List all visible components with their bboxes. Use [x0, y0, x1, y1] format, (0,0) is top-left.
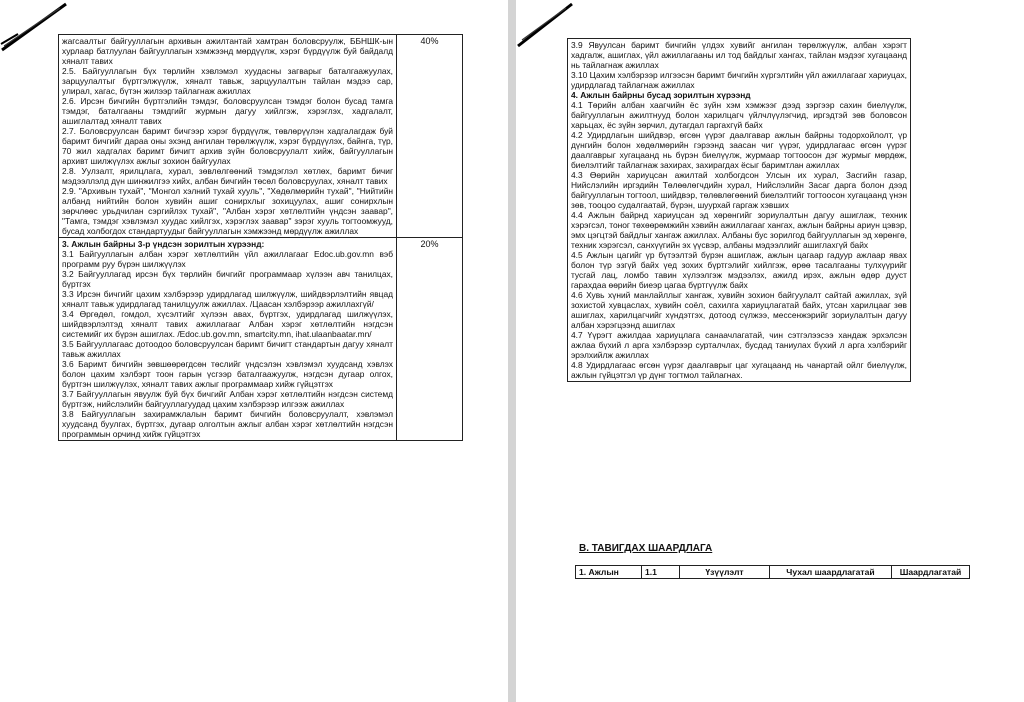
task-line: 2.9. "Архивын тухай", "Монгол хэлний тухай хууль", "Хөдөлмөрийн тухай", "Нийтийн албанд нийтийн болон хувийн ашиг сонирхлыг зохицуулах, ашиг сонирхлын зөрчлөөс урьдчилан сэргийлэх тухай", "Албан хэрэг хөтлөлтийн үндсэн заавар", "Тамга, тэмдэг хэвлэмэл хуудас хийлгэх, хэрэглэх заавар" зэрэг хууль тогтоомжууд, бусад холбогдох стандартуудыг байгууллагын хэмжээнд мөрдүүлж ажиллах — [62, 186, 393, 236]
requirements-table — [575, 565, 970, 579]
task-cell — [568, 39, 911, 382]
requirements-header-cell: Шаардлагатай — [892, 566, 970, 579]
task-line: 3.4 Өргөдөл, гомдол, хүсэлтийг хүлээн авах, бүртгэх, удирдлагад шилжүүлэх, шийдвэрлэлтэд хяналт тавих ажиллагааг Албан хэрэг хөтлөлтийн нэгдсэн системийг их бүрэн ашиглах. /Edoc.ub.gov.mn, smartcity.mn, ihat.ulaanbaatar.mn/ — [62, 309, 393, 339]
task-line: 3.1 Байгууллагын албан хэрэг хөтлөлтийн үйл ажиллагааг Edoc.ub.gov.mn вэб программ руу бүрэн шилжүүлэх — [62, 249, 393, 269]
task-cell — [59, 35, 397, 238]
task-line: 3.5 Байгууллагаас дотоодоо боловсруулсан баримт бичигт стандартын дагуу хяналт тавьж ажиллах — [62, 339, 393, 359]
left-document-table — [58, 34, 463, 441]
task-line: 4.1 Төрийн албан хаагчийн ёс зүйн хэм хэмжээг дээд зэргээр сахин биелүүлж, байгууллагын ажилтнууд болон харилцагч үйлчлүүлэгчид, иргэдтэй зөв боловсон харьцах, ёс зүйн зөрчил, дутагдал гаргахгүй байх — [571, 100, 907, 130]
task-line: 4.2 Удирдлагын шийдвэр, өгсөн үүрэг даалгавар ажлын байрны тодорхойлолт, үр дүнгийн болон хөдөлмөрийн гэрээнд заасан чиг үүрэг, удирдлагаас өгсөн үүрэг даалгаврыг хугацаанд нь бүрэн биелүүлж, журмаар тогтоосон дэг журмыг мөрдөж, биелэлтийг тайлагнаж захирах, захирагдах ёсыг баримтлан ажиллах — [571, 130, 907, 170]
page-gutter — [508, 0, 516, 702]
section-heading: 4. Ажлын байрны бусад зорилтын хүрээнд — [571, 90, 751, 100]
task-line: 3.9 Явуулсан баримт бичгийн үлдэх хувийг ангилан төрөлжүүлж, албан хэрэгт хадгалж, ашиглах, үйл ажиллагааны ил тод байдлыг хангах, тайлан мэдээг хугацаанд нь тайлагнаж ажиллах — [571, 40, 907, 70]
task-cell — [59, 238, 397, 441]
task-line: 4.5 Ажлын цагийг үр бүтээлтэй бүрэн ашиглаж, ажлын цагаар гадуур ажлаар явах болон түр эзгүй байх үед зохих бүртгэлийг хийлгэж, өрөө тасалгааны тулхүүрийг тусгай лац, ломбо тавин хүлээлгэж мэдээлэх, ажилд ирэх, ажлын өдөр дууст гарахдаа өөрийн биеэр цагаа бүртгүүлж байх — [571, 250, 907, 290]
requirements-header-cell: Үзүүлэлт — [680, 566, 770, 579]
requirements-header-cell: 1.1 — [642, 566, 680, 579]
section-heading: 3. Ажлын байрны 3-р үндсэн зорилтын хүрээнд: — [62, 239, 265, 249]
task-line: 3.2 Байгууллагад ирсэн бүх төрлийн бичгийг программаар хүлээн авч танилцах, бүртгэх — [62, 269, 393, 289]
task-line: 4.4 Ажлын байрнд хариуцсан эд хөрөнгийг зориулалтын дагуу ашиглаж, техник хэрэгсэл, тоног төхөөрөмжийн хэвийн ажиллагааг хангах, ажлын байрны ариун цэвэр, эмх цэгцтэй байдлыг хангаж ажиллах. Албаны бус зорилгод байгууллагын эд хөрөнгө, техник хэрэгсэл, санхүүгийн эх үүсвэр, албаны мэдээллийг ашиглахгүй байх — [571, 210, 907, 250]
table-row — [568, 39, 911, 382]
task-line: 4.3 Өөрийн хариуцсан ажилтай холбогдсон Улсын их хурал, Засгийн газар, Нийслэлийн иргэдийн Төлөөлөгчдийн хурал, Нийслэлийн Засаг дарга болон дээд байгууллагын тогтоол, шийдвэр, төлөвлөгөөний биелэлтийг тогтоосон хугацаанд үнэн зөв, тооцоо судалгаатай, бүрэн, шуурхай гаргаж хэвших — [571, 170, 907, 210]
requirements-section-title: В. ТАВИГДАХ ШААРДЛАГА — [579, 543, 713, 554]
task-line: 4.7 Үүрэгт ажилдаа хариуцлага санаачлагатай, чин сэтгэлээсээ хандаж эрхэлсэн ажлаа бүхий л арга хэлбэрээр сурталчлах, бусдад таниулах бүхий л арга хэлбэрийг эрэлхийлж ажиллах — [571, 330, 907, 360]
task-line: 3.3 Ирсэн бичгийг цахим хэлбэрээр удирдлагад шилжүүлж, шийдвэрлэлтийн явцад хяналт тавьж удирдлагад танилцуулж ажиллах. /Цаасан хэлбэрээр ажиллахгүй/ — [62, 289, 393, 309]
task-line: 2.8. Уулзалт, ярилцлага, хурал, зөвлөлгөөний тэмдэглэл хөтлөх, баримт бичиг мэдээллэлд дүн шинжилгээ хийх, албан бичгийн төсөл боловсруулах, хяналт тавих — [62, 166, 393, 186]
task-line: 3.10 Цахим хэлбэрээр илгээсэн баримт бичгийн хүргэлтийн үйл ажиллагааг хариуцах, удирдлагад тайлагнаж ажиллах — [571, 70, 907, 90]
right-document-table — [567, 38, 911, 382]
task-line: 2.6. Ирсэн бичгийн бүртгэлийн тэмдэг, боловсруулсан тэмдэг болон бусад тамга тэмдэг, баталгааны тэмдгийг журмын дагуу хийлгэж, хэрэглэх, хадгалалт, ашиглалтад хяналт тавих — [62, 96, 393, 126]
task-line: 3.6 Баримт бичгийн зөвшөөрөгдсөн төслийг үндсэлэн хэвлэмэл хуудсанд хэвлэх болон цахим хэлбэрт тоон гарын үсгээр баталгаажуулж, нэгдсэн дугаар олгох, бүртгэн шилжүүлэх, хяналт тавих ажлыг программаар хийж гүйцэтгэх — [62, 359, 393, 389]
task-line: 4.8 Удирдлагаас өгсөн үүрэг даалгаврыг цаг хугацаанд нь чанартай ойлг биелүүлж, ажлын гүйцэтгэл үр дүнг тогтмол тайлагнах. — [571, 360, 907, 380]
task-line: 3.7 Байгууллагын явуулж буй бүх бичгийг Албан хэрэг хөтлөлтийн нэгдсэн системд бүртгэж, нийслэлийн байгууллагуудад цахим хэлбэрээр илгээж ажиллах — [62, 389, 393, 409]
task-line: жагсаалтыг байгууллагын архивын ажилтантай хамтран боловсруулж, ББНШК-ын хурлаар батлуулан байгууллагын хэмжээнд мөрдүүлж, хэрэг бүрдүүлж буй байдалд хяналт тавих — [62, 36, 393, 66]
table-row — [59, 35, 463, 238]
table-row — [59, 238, 463, 441]
weight-percent: 40% — [397, 35, 463, 238]
weight-percent: 20% — [397, 238, 463, 441]
task-line: 2.5. Байгууллагын бүх төрлийн хэвлэмэл хуудасны загварыг баталгаажуулах, зарцуулалтыг бүртгэлжүүлж, хяналт тавьж, зарцуулалтын тайлан мэдээ сар, улирал, хагас, бүтэн жилээр тайлагнаж ажиллах — [62, 66, 393, 96]
task-line: 2.7. Боловсруулсан баримт бичгээр хэрэг бүрдүүлж, төвлөрүүлэн хадгалагдаж буй баримт бичгийг дараа оны эхэнд ангилан төрөлжүүлж, хэрэг бүрдүүлэх, байнга, түр, 70 жил хадгалах баримт бичигт архив зүйн боловсруулалт хийж, байгууллагын архивт шилжүүлэх ажлыг зохион байгуулах — [62, 126, 393, 166]
table-row — [576, 566, 970, 579]
right-page — [516, 0, 1024, 702]
task-line: 4.6 Хувь хүний манлайллыг хангаж, хувийн зохион байгуулалт сайтай ажиллах, зүй зохистой хувцаслах, хувийн соёл, сахилга хариуцлагатай байх, утсан харилцааг зөв ашиглах, харилцагчийг хүндэтгэх, дотоод сүлжээ, мессенжэрийг зориулалтын дагуу албан хэрэгцээнд ашиглах — [571, 290, 907, 330]
requirements-header-cell: Чухал шаардлагатай — [770, 566, 892, 579]
task-line: 3.8 Байгууллагын захирамжлалын баримт бичгийн боловсруулалт, хэвлэмэл хуудсанд буулгах, бүртгэх, дугаар олголтын ажлыг албан хэрэг хөтлөлтийн нэгдсэн программын орчинд хийж гүйцэтгэх — [62, 409, 393, 439]
left-page — [0, 0, 508, 702]
requirements-header-cell: 1. Ажлын — [576, 566, 642, 579]
